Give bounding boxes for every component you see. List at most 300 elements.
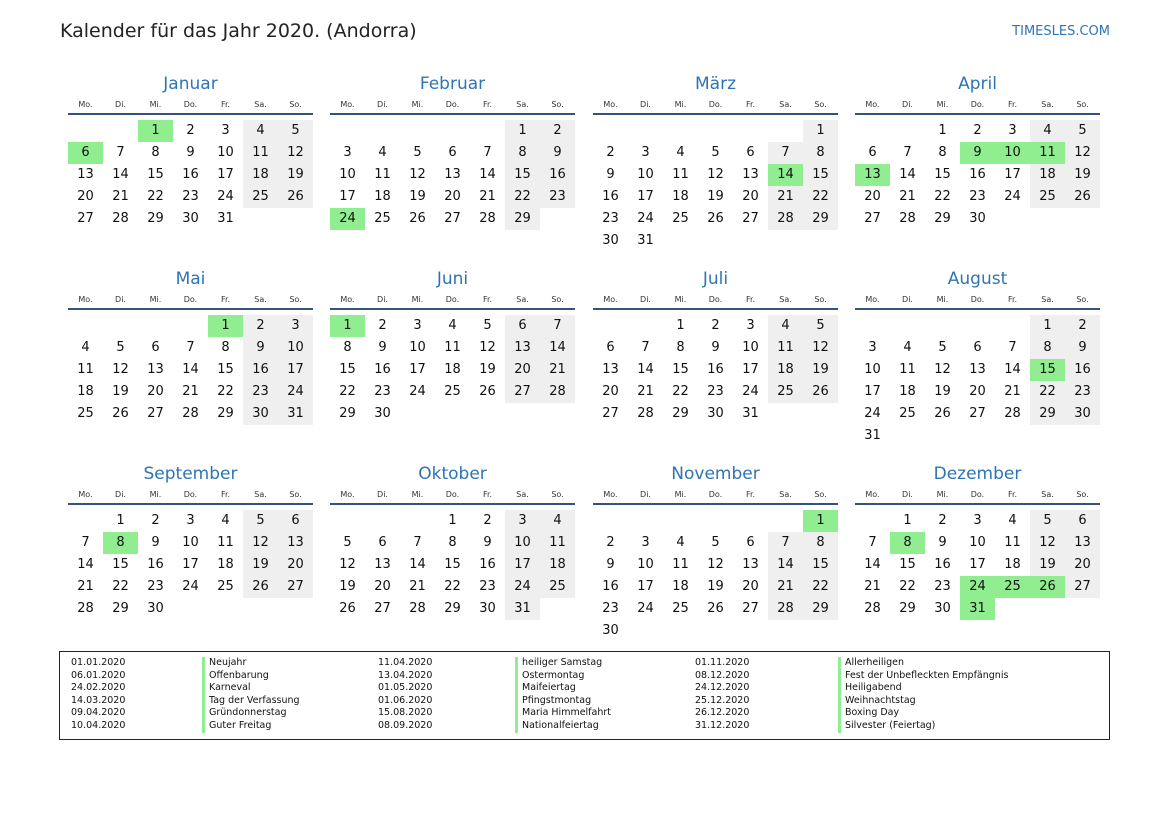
day-cell: 10 xyxy=(637,557,654,572)
day-cell: 13 xyxy=(374,557,391,572)
day-cell: 28 xyxy=(899,211,916,226)
weekday-label: Mi. xyxy=(674,100,687,109)
day-cell: 12 xyxy=(479,340,496,355)
day-cell: 4 xyxy=(378,145,387,160)
day-cell: 16 xyxy=(707,362,724,377)
holiday-day-cell: 1 xyxy=(208,315,243,337)
day-cell: 11 xyxy=(672,167,689,182)
weekday-header xyxy=(68,294,313,310)
day-cell: 9 xyxy=(243,337,278,359)
day-cell: 27 xyxy=(374,601,391,616)
day-cell: 7 xyxy=(81,535,90,550)
day-cell: 10 xyxy=(505,532,540,554)
day-cell: 27 xyxy=(444,211,461,226)
weekday-label: So. xyxy=(1076,295,1089,304)
day-cell: 22 xyxy=(899,579,916,594)
day-cell: 22 xyxy=(444,579,461,594)
day-cell: 15 xyxy=(444,557,461,572)
weekday-header xyxy=(330,489,575,505)
day-cell: 3 xyxy=(641,145,650,160)
legend-holiday-name: Maria Himmelfahrt xyxy=(515,707,611,720)
day-cell: 25 xyxy=(672,601,689,616)
day-cell: 16 xyxy=(374,362,391,377)
day-cell: 2 xyxy=(540,120,575,142)
day-cell: 17 xyxy=(409,362,426,377)
day-cell: 9 xyxy=(483,535,492,550)
day-cell: 21 xyxy=(1004,384,1021,399)
legend-date: 25.12.2020 xyxy=(695,694,750,706)
day-cell: 11 xyxy=(540,532,575,554)
day-cell: 6 xyxy=(1065,510,1100,532)
weekday-label: Di. xyxy=(377,295,388,304)
legend-date: 01.01.2020 xyxy=(71,657,126,668)
day-cell: 14 xyxy=(1004,362,1021,377)
day-cell: 5 xyxy=(803,315,838,337)
day-cell: 26 xyxy=(243,576,278,598)
day-cell: 24 xyxy=(637,211,654,226)
day-cell: 18 xyxy=(768,359,803,381)
weekday-label: Sa. xyxy=(254,490,267,499)
day-cell: 7 xyxy=(540,315,575,337)
day-cell: 5 xyxy=(1030,510,1065,532)
day-cell: 9 xyxy=(606,167,615,182)
day-cell: 4 xyxy=(676,535,685,550)
day-cell: 22 xyxy=(339,384,356,399)
legend-holiday-name: Nationalfeiertag xyxy=(515,720,611,733)
day-cell: 13 xyxy=(505,337,540,359)
day-cell: 1 xyxy=(1030,315,1065,337)
day-cell: 3 xyxy=(1008,123,1017,138)
weekday-label: Di. xyxy=(640,490,651,499)
day-cell: 28 xyxy=(864,601,881,616)
legend-date: 09.04.2020 xyxy=(71,707,126,719)
day-cell: 23 xyxy=(540,186,575,208)
day-cell: 11 xyxy=(672,557,689,572)
weekday-label: Mo. xyxy=(865,100,880,109)
day-cell: 23 xyxy=(182,189,199,204)
day-cell: 22 xyxy=(803,576,838,598)
legend-date: 24.02.2020 xyxy=(71,682,126,694)
day-cell: 1 xyxy=(505,120,540,142)
month-name: Dezember xyxy=(933,464,1022,484)
day-cell: 31 xyxy=(217,211,234,226)
holiday-day-cell: 1 xyxy=(138,120,173,142)
day-cell: 25 xyxy=(374,211,391,226)
day-cell: 1 xyxy=(938,123,947,138)
day-cell: 3 xyxy=(343,145,352,160)
day-cell: 1 xyxy=(116,513,125,528)
day-cell: 29 xyxy=(147,211,164,226)
month-märz xyxy=(593,72,838,252)
legend-date: 15.08.2020 xyxy=(378,707,433,719)
day-cell: 24 xyxy=(409,384,426,399)
day-cell: 27 xyxy=(505,381,540,403)
weekday-label: So. xyxy=(289,490,302,499)
day-cell: 16 xyxy=(969,167,986,182)
holiday-day-cell: 1 xyxy=(803,510,838,532)
day-cell: 18 xyxy=(540,554,575,576)
day-cell: 28 xyxy=(768,598,803,620)
day-cell: 2 xyxy=(938,513,947,528)
day-cell: 16 xyxy=(147,557,164,572)
legend-holiday-name: Neujahr xyxy=(202,657,300,670)
day-cell: 17 xyxy=(864,384,881,399)
day-cell: 14 xyxy=(768,554,803,576)
day-cell: 15 xyxy=(803,164,838,186)
day-cell: 31 xyxy=(505,598,540,620)
day-cell: 18 xyxy=(374,189,391,204)
day-cell: 6 xyxy=(378,535,387,550)
weekday-label: Sa. xyxy=(254,295,267,304)
day-cell: 11 xyxy=(899,362,916,377)
weekday-label: Mi. xyxy=(936,295,949,304)
day-cell: 9 xyxy=(186,145,195,160)
legend-holiday-name: heiliger Samstag xyxy=(515,657,611,670)
day-cell: 9 xyxy=(938,535,947,550)
day-cell: 19 xyxy=(243,554,278,576)
day-grid xyxy=(68,315,313,425)
day-cell: 28 xyxy=(182,406,199,421)
day-cell: 3 xyxy=(413,318,422,333)
day-cell: 7 xyxy=(768,532,803,554)
legend-dates-col-1 xyxy=(71,657,125,733)
day-cell: 12 xyxy=(112,362,129,377)
day-cell: 6 xyxy=(151,340,160,355)
weekday-label: Do. xyxy=(445,100,460,109)
day-cell: 23 xyxy=(374,384,391,399)
day-cell: 28 xyxy=(1004,406,1021,421)
weekday-label: Mi. xyxy=(149,100,162,109)
day-cell: 19 xyxy=(1030,554,1065,576)
weekday-label: Mo. xyxy=(78,295,93,304)
legend-names-col-3 xyxy=(838,657,1008,733)
day-cell: 22 xyxy=(217,384,234,399)
weekday-label: So. xyxy=(1076,490,1089,499)
day-grid xyxy=(593,510,838,642)
day-grid xyxy=(593,120,838,252)
legend-holiday-name: Maifeiertag xyxy=(515,682,611,695)
month-dezember xyxy=(855,462,1100,620)
day-cell: 8 xyxy=(448,535,457,550)
day-cell: 26 xyxy=(339,601,356,616)
day-cell: 2 xyxy=(186,123,195,138)
day-cell: 14 xyxy=(409,557,426,572)
day-cell: 28 xyxy=(409,601,426,616)
day-cell: 17 xyxy=(339,189,356,204)
day-cell: 18 xyxy=(672,579,689,594)
day-cell: 17 xyxy=(182,557,199,572)
day-cell: 6 xyxy=(505,315,540,337)
day-cell: 8 xyxy=(151,145,160,160)
day-cell: 30 xyxy=(374,406,391,421)
day-cell: 21 xyxy=(768,186,803,208)
weekday-label: So. xyxy=(814,490,827,499)
weekday-label: Sa. xyxy=(779,100,792,109)
legend-date: 06.01.2020 xyxy=(71,669,126,681)
day-cell: 10 xyxy=(409,340,426,355)
day-cell: 3 xyxy=(186,513,195,528)
day-cell: 8 xyxy=(505,142,540,164)
day-cell: 24 xyxy=(1004,189,1021,204)
day-cell: 15 xyxy=(339,362,356,377)
day-cell: 29 xyxy=(112,601,129,616)
day-cell: 2 xyxy=(1065,315,1100,337)
weekday-header xyxy=(855,489,1100,505)
day-cell: 12 xyxy=(1030,532,1065,554)
legend-holiday-name: Pfingstmontag xyxy=(515,695,611,708)
day-cell: 30 xyxy=(479,601,496,616)
day-cell: 29 xyxy=(339,406,356,421)
day-cell: 17 xyxy=(217,167,234,182)
day-cell: 29 xyxy=(934,211,951,226)
weekday-label: So. xyxy=(551,295,564,304)
day-cell: 3 xyxy=(221,123,230,138)
day-cell: 24 xyxy=(182,579,199,594)
day-cell: 21 xyxy=(77,579,94,594)
day-grid xyxy=(855,510,1100,620)
holiday-day-cell: 13 xyxy=(855,164,890,186)
day-cell: 18 xyxy=(672,189,689,204)
legend-holiday-name: Heiligabend xyxy=(838,682,1008,695)
day-cell: 3 xyxy=(746,318,755,333)
day-cell: 3 xyxy=(505,510,540,532)
month-name: November xyxy=(671,464,760,484)
day-cell: 26 xyxy=(409,211,426,226)
day-cell: 16 xyxy=(602,579,619,594)
weekday-label: Sa. xyxy=(1041,490,1054,499)
day-cell: 4 xyxy=(81,340,90,355)
day-cell: 9 xyxy=(540,142,575,164)
day-cell: 5 xyxy=(243,510,278,532)
day-cell: 13 xyxy=(444,167,461,182)
holiday-day-cell: 9 xyxy=(960,142,995,164)
legend-holiday-name: Boxing Day xyxy=(838,707,1008,720)
weekday-label: So. xyxy=(1076,100,1089,109)
weekday-label: Di. xyxy=(640,100,651,109)
day-cell: 2 xyxy=(378,318,387,333)
weekday-label: Mo. xyxy=(340,295,355,304)
day-cell: 28 xyxy=(768,208,803,230)
weekday-label: Mo. xyxy=(340,490,355,499)
brand-link[interactable]: TIMESLES.COM xyxy=(1012,24,1110,39)
day-grid xyxy=(593,315,838,425)
day-cell: 29 xyxy=(505,208,540,230)
weekday-label: Di. xyxy=(902,490,913,499)
weekday-label: Do. xyxy=(708,100,723,109)
day-cell: 29 xyxy=(1030,403,1065,425)
day-cell: 17 xyxy=(637,579,654,594)
day-cell: 4 xyxy=(1008,513,1017,528)
day-cell: 4 xyxy=(676,145,685,160)
day-cell: 23 xyxy=(479,579,496,594)
day-cell: 18 xyxy=(1004,557,1021,572)
day-cell: 16 xyxy=(182,167,199,182)
day-cell: 18 xyxy=(217,557,234,572)
month-name: Februar xyxy=(419,74,486,94)
holiday-day-cell: 6 xyxy=(68,142,103,164)
day-cell: 18 xyxy=(77,384,94,399)
day-cell: 4 xyxy=(768,315,803,337)
day-cell: 4 xyxy=(1030,120,1065,142)
legend-holiday-name: Tag der Verfassung xyxy=(202,695,300,708)
weekday-label: Mo. xyxy=(603,490,618,499)
day-cell: 10 xyxy=(339,167,356,182)
day-cell: 27 xyxy=(147,406,164,421)
day-cell: 24 xyxy=(278,381,313,403)
day-cell: 13 xyxy=(278,532,313,554)
month-name: Mai xyxy=(175,269,206,289)
day-cell: 17 xyxy=(969,557,986,572)
day-cell: 23 xyxy=(243,381,278,403)
day-cell: 16 xyxy=(602,189,619,204)
legend-date: 01.11.2020 xyxy=(695,657,750,668)
day-cell: 26 xyxy=(707,211,724,226)
day-cell: 28 xyxy=(637,406,654,421)
day-cell: 1 xyxy=(676,318,685,333)
weekday-label: Fr. xyxy=(220,100,231,109)
legend-date: 31.12.2020 xyxy=(695,719,750,731)
day-cell: 20 xyxy=(505,359,540,381)
weekday-label: Sa. xyxy=(516,295,529,304)
day-cell: 1 xyxy=(903,513,912,528)
month-name: April xyxy=(958,74,997,94)
holiday-day-cell: 25 xyxy=(995,576,1030,598)
day-cell: 16 xyxy=(479,557,496,572)
day-cell: 14 xyxy=(899,167,916,182)
day-cell: 26 xyxy=(1065,186,1100,208)
day-cell: 22 xyxy=(934,189,951,204)
day-cell: 23 xyxy=(969,189,986,204)
day-cell: 2 xyxy=(973,123,982,138)
day-cell: 20 xyxy=(864,189,881,204)
holiday-day-cell: 11 xyxy=(1030,142,1065,164)
weekday-header xyxy=(68,99,313,115)
month-september xyxy=(68,462,313,620)
day-cell: 8 xyxy=(938,145,947,160)
weekday-label: Fr. xyxy=(482,295,493,304)
weekday-label: Sa. xyxy=(779,295,792,304)
day-cell: 29 xyxy=(803,598,838,620)
legend-date: 10.04.2020 xyxy=(71,719,126,731)
day-cell: 23 xyxy=(602,601,619,616)
day-cell: 15 xyxy=(505,164,540,186)
day-cell: 3 xyxy=(973,513,982,528)
day-cell: 23 xyxy=(934,579,951,594)
day-cell: 4 xyxy=(540,510,575,532)
day-cell: 14 xyxy=(479,167,496,182)
day-cell: 23 xyxy=(707,384,724,399)
day-cell: 2 xyxy=(151,513,160,528)
day-cell: 26 xyxy=(707,601,724,616)
legend-holiday-name: Weihnachtstag xyxy=(838,695,1008,708)
weekday-header xyxy=(855,99,1100,115)
weekday-label: Sa. xyxy=(516,100,529,109)
weekday-label: Mi. xyxy=(674,490,687,499)
day-cell: 21 xyxy=(768,576,803,598)
day-cell: 25 xyxy=(768,381,803,403)
weekday-label: Mo. xyxy=(603,295,618,304)
weekday-label: Di. xyxy=(377,490,388,499)
day-cell: 15 xyxy=(112,557,129,572)
day-cell: 27 xyxy=(278,576,313,598)
day-cell: 11 xyxy=(768,337,803,359)
holiday-day-cell: 8 xyxy=(103,532,138,554)
day-cell: 4 xyxy=(448,318,457,333)
page-title: Kalender für das Jahr 2020. (Andorra) xyxy=(60,20,417,42)
weekday-label: Fr. xyxy=(1007,295,1018,304)
day-grid xyxy=(330,120,575,230)
legend-names-col-1 xyxy=(202,657,300,733)
day-cell: 30 xyxy=(602,233,619,248)
month-oktober xyxy=(330,462,575,620)
weekday-label: Fr. xyxy=(745,490,756,499)
day-cell: 29 xyxy=(672,406,689,421)
day-cell: 12 xyxy=(934,362,951,377)
day-cell: 2 xyxy=(243,315,278,337)
weekday-label: Mi. xyxy=(411,100,424,109)
day-cell: 17 xyxy=(1004,167,1021,182)
legend-dates-col-3 xyxy=(695,657,749,733)
day-cell: 9 xyxy=(1065,337,1100,359)
day-cell: 21 xyxy=(540,359,575,381)
day-cell: 6 xyxy=(606,340,615,355)
weekday-label: Sa. xyxy=(516,490,529,499)
day-cell: 6 xyxy=(746,535,755,550)
month-name: Januar xyxy=(163,74,218,94)
weekday-label: Fr. xyxy=(745,100,756,109)
day-cell: 31 xyxy=(864,428,881,443)
weekday-label: So. xyxy=(551,490,564,499)
day-cell: 20 xyxy=(278,554,313,576)
weekday-label: So. xyxy=(289,295,302,304)
day-cell: 19 xyxy=(409,189,426,204)
day-cell: 26 xyxy=(479,384,496,399)
legend-date: 01.05.2020 xyxy=(378,682,433,694)
day-cell: 6 xyxy=(746,145,755,160)
day-cell: 13 xyxy=(147,362,164,377)
legend-holiday-name: Offenbarung xyxy=(202,670,300,683)
weekday-header xyxy=(593,294,838,310)
day-cell: 14 xyxy=(182,362,199,377)
day-cell: 7 xyxy=(1008,340,1017,355)
day-cell: 22 xyxy=(505,186,540,208)
day-cell: 8 xyxy=(676,340,685,355)
weekday-label: Do. xyxy=(970,490,985,499)
day-cell: 30 xyxy=(934,601,951,616)
weekday-label: Mi. xyxy=(936,100,949,109)
day-cell: 21 xyxy=(637,384,654,399)
weekday-label: Di. xyxy=(115,295,126,304)
month-februar xyxy=(330,72,575,230)
weekday-label: Do. xyxy=(445,490,460,499)
day-cell: 29 xyxy=(899,601,916,616)
month-name: Juli xyxy=(702,269,729,289)
day-cell: 12 xyxy=(803,337,838,359)
day-cell: 7 xyxy=(768,142,803,164)
day-cell: 29 xyxy=(444,601,461,616)
day-cell: 20 xyxy=(742,189,759,204)
legend-date: 11.04.2020 xyxy=(378,657,433,668)
day-cell: 20 xyxy=(147,384,164,399)
legend-holiday-name: Allerheiligen xyxy=(838,657,1008,670)
day-cell: 19 xyxy=(479,362,496,377)
day-cell: 30 xyxy=(182,211,199,226)
day-cell: 24 xyxy=(864,406,881,421)
day-cell: 7 xyxy=(868,535,877,550)
day-cell: 7 xyxy=(186,340,195,355)
day-cell: 22 xyxy=(112,579,129,594)
day-cell: 23 xyxy=(1065,381,1100,403)
